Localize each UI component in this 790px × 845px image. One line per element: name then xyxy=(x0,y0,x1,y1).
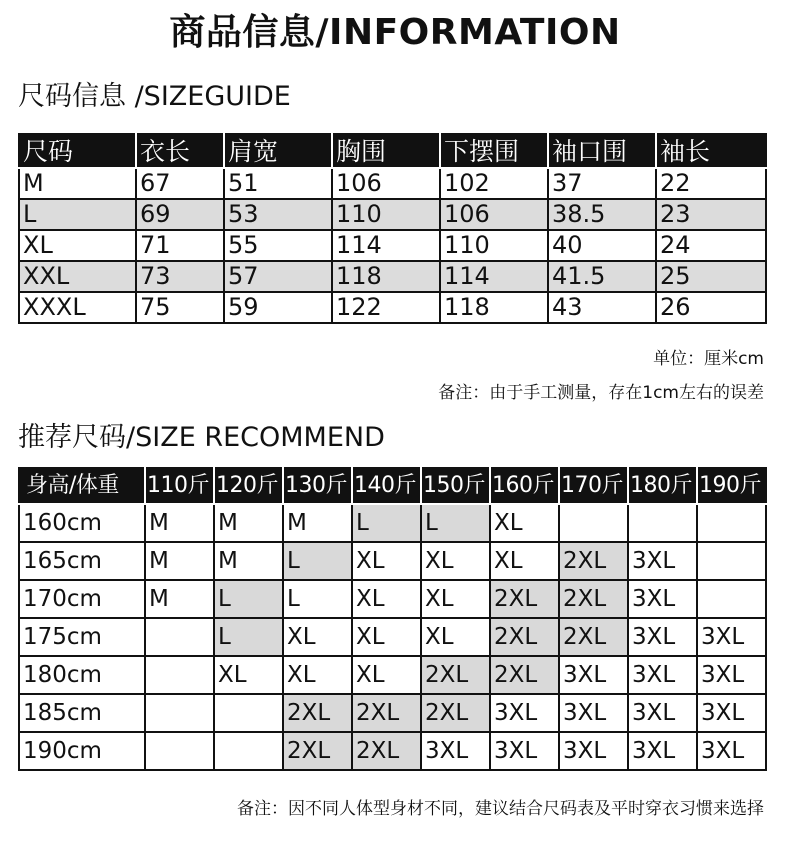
recommend-header-cell: 180斤 xyxy=(628,468,697,504)
size-value-cell: 73 xyxy=(136,261,224,292)
recommend-size-cell: M xyxy=(214,504,283,542)
recommend-size-cell: 3XL xyxy=(421,732,490,770)
size-value-cell: 26 xyxy=(656,292,766,323)
size-value-cell: 118 xyxy=(332,261,440,292)
size-guide-header-row xyxy=(19,134,766,168)
recommend-size-cell xyxy=(697,542,766,580)
size-value-cell: 69 xyxy=(136,199,224,230)
recommend-size-cell xyxy=(628,504,697,542)
recommend-row xyxy=(19,694,766,732)
size-recommend-table xyxy=(18,467,767,771)
recommend-size-cell: 2XL xyxy=(352,694,421,732)
recommend-size-cell: XL xyxy=(421,618,490,656)
recommend-size-cell: 3XL xyxy=(559,656,628,694)
recommend-header-row xyxy=(19,468,766,504)
recommend-size-cell: L xyxy=(283,542,352,580)
recommend-size-cell: 2XL xyxy=(559,542,628,580)
page-title: 商品信息/INFORMATION xyxy=(169,12,621,53)
recommend-size-cell: XL xyxy=(283,618,352,656)
recommend-size-cell: 3XL xyxy=(628,732,697,770)
height-label-cell: 185cm xyxy=(19,694,145,732)
size-label-cell: L xyxy=(19,199,136,230)
size-header-cell: 胸围 xyxy=(332,134,440,168)
size-value-cell: 106 xyxy=(332,168,440,199)
size-value-cell: 59 xyxy=(224,292,332,323)
size-guide-row xyxy=(19,168,766,199)
recommend-size-cell: L xyxy=(214,580,283,618)
size-label-cell: XL xyxy=(19,230,136,261)
recommend-row xyxy=(19,580,766,618)
size-value-cell: 114 xyxy=(440,261,548,292)
recommend-size-cell: XL xyxy=(352,542,421,580)
size-value-cell: 67 xyxy=(136,168,224,199)
recommend-size-cell xyxy=(697,580,766,618)
size-header-cell: 袖长 xyxy=(656,134,766,168)
recommend-size-cell: XL xyxy=(352,656,421,694)
size-header-cell: 下摆围 xyxy=(440,134,548,168)
size-value-cell: 24 xyxy=(656,230,766,261)
recommend-size-cell: M xyxy=(214,542,283,580)
recommend-size-cell: M xyxy=(283,504,352,542)
recommend-size-cell: 3XL xyxy=(697,732,766,770)
height-label-cell: 175cm xyxy=(19,618,145,656)
recommend-header-cell: 身高/体重 xyxy=(19,468,145,504)
recommend-header-cell: 110斤 xyxy=(145,468,214,504)
size-value-cell: 57 xyxy=(224,261,332,292)
recommend-size-cell xyxy=(697,504,766,542)
size-guide-row xyxy=(19,292,766,323)
recommend-size-cell: 2XL xyxy=(490,618,559,656)
recommend-size-cell: 3XL xyxy=(697,618,766,656)
size-value-cell: 110 xyxy=(440,230,548,261)
recommend-size-cell: 3XL xyxy=(628,656,697,694)
recommend-size-cell xyxy=(145,694,214,732)
recommend-header-cell: 120斤 xyxy=(214,468,283,504)
recommend-note: 备注：因不同人体型身材不同，建议结合尺码表及平时穿衣习惯来选择 xyxy=(237,799,764,819)
height-label-cell: 165cm xyxy=(19,542,145,580)
recommend-size-cell: 2XL xyxy=(352,732,421,770)
unit-note: 单位：厘米cm xyxy=(653,349,764,369)
size-value-cell: 114 xyxy=(332,230,440,261)
height-label-cell: 170cm xyxy=(19,580,145,618)
size-guide-row xyxy=(19,261,766,292)
size-value-cell: 106 xyxy=(440,199,548,230)
recommend-row xyxy=(19,618,766,656)
size-value-cell: 118 xyxy=(440,292,548,323)
recommend-size-cell: 2XL xyxy=(421,694,490,732)
recommend-row xyxy=(19,542,766,580)
recommend-row xyxy=(19,656,766,694)
size-value-cell: 71 xyxy=(136,230,224,261)
recommend-size-cell: 3XL xyxy=(697,656,766,694)
recommend-size-cell: XL xyxy=(352,618,421,656)
recommend-size-cell: XL xyxy=(352,580,421,618)
recommend-size-cell xyxy=(214,732,283,770)
measurement-note: 备注：由于手工测量，存在1cm左右的误差 xyxy=(438,383,764,403)
recommend-size-cell: 2XL xyxy=(559,618,628,656)
recommend-header-cell: 150斤 xyxy=(421,468,490,504)
recommend-header-cell: 140斤 xyxy=(352,468,421,504)
size-header-cell: 肩宽 xyxy=(224,134,332,168)
recommend-size-cell: XL xyxy=(214,656,283,694)
recommend-size-cell: M xyxy=(145,580,214,618)
recommend-size-cell: 3XL xyxy=(628,618,697,656)
size-value-cell: 37 xyxy=(548,168,656,199)
size-value-cell: 102 xyxy=(440,168,548,199)
recommend-size-cell: 2XL xyxy=(559,580,628,618)
recommend-header-cell: 160斤 xyxy=(490,468,559,504)
size-header-cell: 袖口围 xyxy=(548,134,656,168)
size-value-cell: 43 xyxy=(548,292,656,323)
size-value-cell: 22 xyxy=(656,168,766,199)
recommend-size-cell: 3XL xyxy=(559,694,628,732)
size-value-cell: 25 xyxy=(656,261,766,292)
recommend-size-cell: 3XL xyxy=(490,732,559,770)
recommend-size-cell: L xyxy=(352,504,421,542)
recommend-size-cell: 3XL xyxy=(628,580,697,618)
recommend-size-cell: XL xyxy=(283,656,352,694)
size-guide-row xyxy=(19,199,766,230)
recommend-size-cell: 3XL xyxy=(628,694,697,732)
recommend-size-cell xyxy=(145,656,214,694)
height-label-cell: 180cm xyxy=(19,656,145,694)
size-value-cell: 75 xyxy=(136,292,224,323)
recommend-size-cell: M xyxy=(145,542,214,580)
recommend-size-cell xyxy=(145,732,214,770)
size-guide-table xyxy=(18,133,767,324)
size-recommend-title: 推荐尺码/SIZE RECOMMEND xyxy=(18,422,385,453)
recommend-size-cell: XL xyxy=(421,580,490,618)
recommend-size-cell: 3XL xyxy=(490,694,559,732)
height-label-cell: 160cm xyxy=(19,504,145,542)
size-header-cell: 衣长 xyxy=(136,134,224,168)
recommend-size-cell: 2XL xyxy=(283,694,352,732)
size-value-cell: 23 xyxy=(656,199,766,230)
size-label-cell: XXL xyxy=(19,261,136,292)
size-label-cell: M xyxy=(19,168,136,199)
recommend-size-cell: 3XL xyxy=(628,542,697,580)
recommend-size-cell: 2XL xyxy=(490,656,559,694)
size-value-cell: 53 xyxy=(224,199,332,230)
recommend-header-cell: 190斤 xyxy=(697,468,766,504)
recommend-header-cell: 170斤 xyxy=(559,468,628,504)
recommend-size-cell: XL xyxy=(421,542,490,580)
recommend-size-cell: L xyxy=(283,580,352,618)
recommend-size-cell: 2XL xyxy=(283,732,352,770)
size-header-cell: 尺码 xyxy=(19,134,136,168)
size-value-cell: 122 xyxy=(332,292,440,323)
size-value-cell: 41.5 xyxy=(548,261,656,292)
size-value-cell: 51 xyxy=(224,168,332,199)
recommend-header-cell: 130斤 xyxy=(283,468,352,504)
recommend-size-cell: XL xyxy=(490,504,559,542)
recommend-size-cell xyxy=(145,618,214,656)
recommend-size-cell: XL xyxy=(490,542,559,580)
height-label-cell: 190cm xyxy=(19,732,145,770)
recommend-size-cell: 2XL xyxy=(490,580,559,618)
size-guide-row xyxy=(19,230,766,261)
size-guide-title: 尺码信息 /SIZEGUIDE xyxy=(18,81,291,112)
recommend-size-cell xyxy=(214,694,283,732)
recommend-size-cell xyxy=(559,504,628,542)
recommend-size-cell: 2XL xyxy=(421,656,490,694)
recommend-size-cell: 3XL xyxy=(559,732,628,770)
size-value-cell: 40 xyxy=(548,230,656,261)
size-value-cell: 55 xyxy=(224,230,332,261)
recommend-size-cell: M xyxy=(145,504,214,542)
recommend-row xyxy=(19,732,766,770)
recommend-size-cell: 3XL xyxy=(697,694,766,732)
size-label-cell: XXXL xyxy=(19,292,136,323)
size-value-cell: 110 xyxy=(332,199,440,230)
size-value-cell: 38.5 xyxy=(548,199,656,230)
recommend-size-cell: L xyxy=(214,618,283,656)
recommend-size-cell: L xyxy=(421,504,490,542)
recommend-row xyxy=(19,504,766,542)
